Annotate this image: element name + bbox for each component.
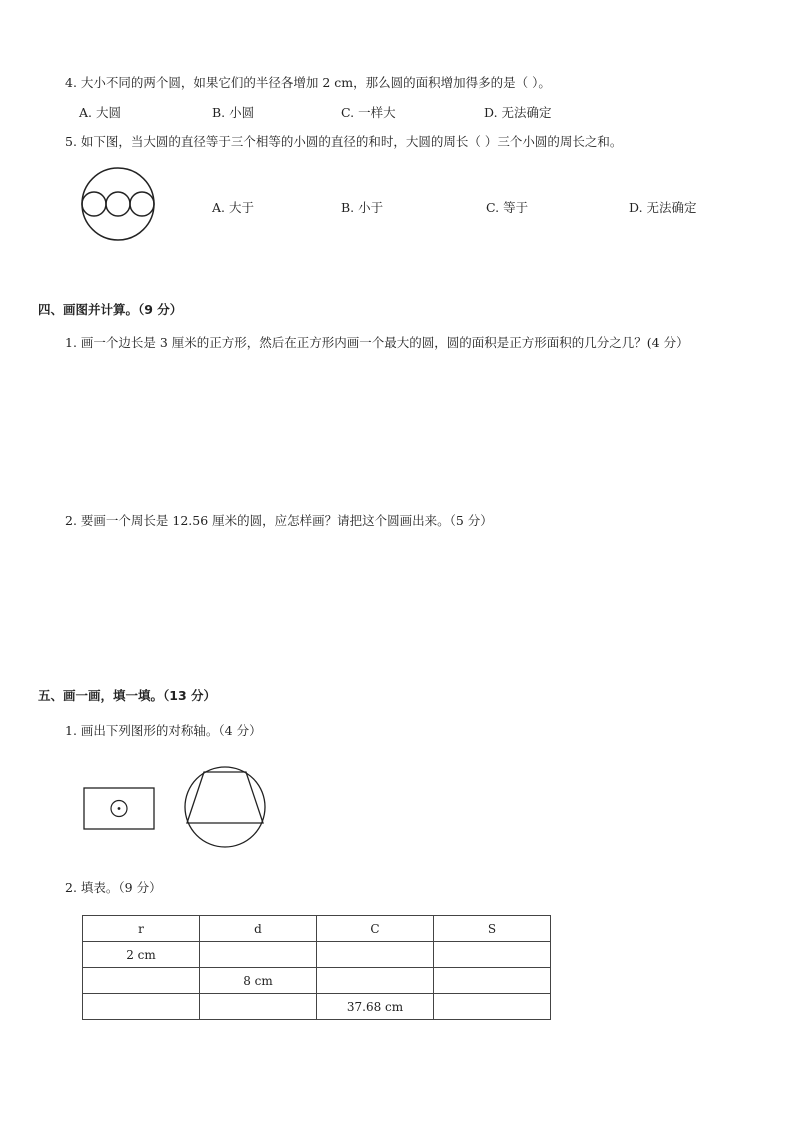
table-cell: 2 cm: [83, 942, 200, 968]
section-4-question-2: 2. 要画一个周长是 12.56 厘米的圆，应怎样画？请把这个圆画出来。（5 分）: [65, 513, 493, 528]
header-cell-s: S: [434, 916, 551, 942]
header-cell-c: C: [317, 916, 434, 942]
circles-figure: [78, 165, 160, 245]
table-cell[interactable]: [200, 942, 317, 968]
small-circle-right: [130, 192, 154, 216]
table-cell[interactable]: [434, 942, 551, 968]
symmetry-figures: [82, 766, 272, 850]
table-row: [83, 942, 551, 968]
table-header-row: [83, 916, 551, 942]
large-circle: [82, 168, 154, 240]
table-row: [83, 994, 551, 1020]
small-circle-middle: [106, 192, 130, 216]
q5-option-b: B. 小于: [341, 200, 384, 215]
table-cell[interactable]: [434, 968, 551, 994]
header-cell-d: d: [200, 916, 317, 942]
center-dot: [118, 807, 121, 810]
trapezoid-shape: [187, 772, 263, 823]
circle-shape: [185, 767, 265, 847]
small-circle-left: [82, 192, 106, 216]
table-cell[interactable]: [200, 994, 317, 1020]
table-cell: 37.68 cm: [317, 994, 434, 1020]
section-5-question-1: 1. 画出下列图形的对称轴。（4 分）: [65, 723, 262, 738]
fill-in-table: [82, 915, 551, 1020]
table-cell[interactable]: [83, 968, 200, 994]
section-5-title: 五、画一画，填一填。（13 分）: [38, 688, 216, 703]
header-cell-r: r: [83, 916, 200, 942]
question-4-text: 4. 大小不同的两个圆，如果它们的半径各增加 2 cm，那么圆的面积增加得多的是（ ）。: [65, 75, 551, 90]
table-cell[interactable]: [83, 994, 200, 1020]
q4-option-b: B. 小圆: [212, 105, 255, 120]
table-cell[interactable]: [317, 968, 434, 994]
q4-option-d: D. 无法确定: [484, 105, 552, 120]
table-row: [83, 968, 551, 994]
q5-option-a: A. 大于: [212, 200, 254, 215]
q4-option-a: A. 大圆: [79, 105, 121, 120]
table-cell: 8 cm: [200, 968, 317, 994]
table-cell[interactable]: [434, 994, 551, 1020]
section-5-question-2: 2. 填表。（9 分）: [65, 880, 162, 895]
section-4-title: 四、画图并计算。（9 分）: [38, 302, 183, 317]
q5-option-c: C. 等于: [486, 200, 529, 215]
question-5-text: 5. 如下图，当大圆的直径等于三个相等的小圆的直径的和时，大圆的周长（ ）三个小圆的周长之和。: [65, 134, 623, 149]
section-4-question-1: 1. 画一个边长是 3 厘米的正方形，然后在正方形内画一个最大的圆，圆的面积是正方形面积的几分之几？(4 分）: [65, 335, 689, 350]
q4-option-c: C. 一样大: [341, 105, 396, 120]
q5-option-d: D. 无法确定: [629, 200, 697, 215]
table-cell[interactable]: [317, 942, 434, 968]
